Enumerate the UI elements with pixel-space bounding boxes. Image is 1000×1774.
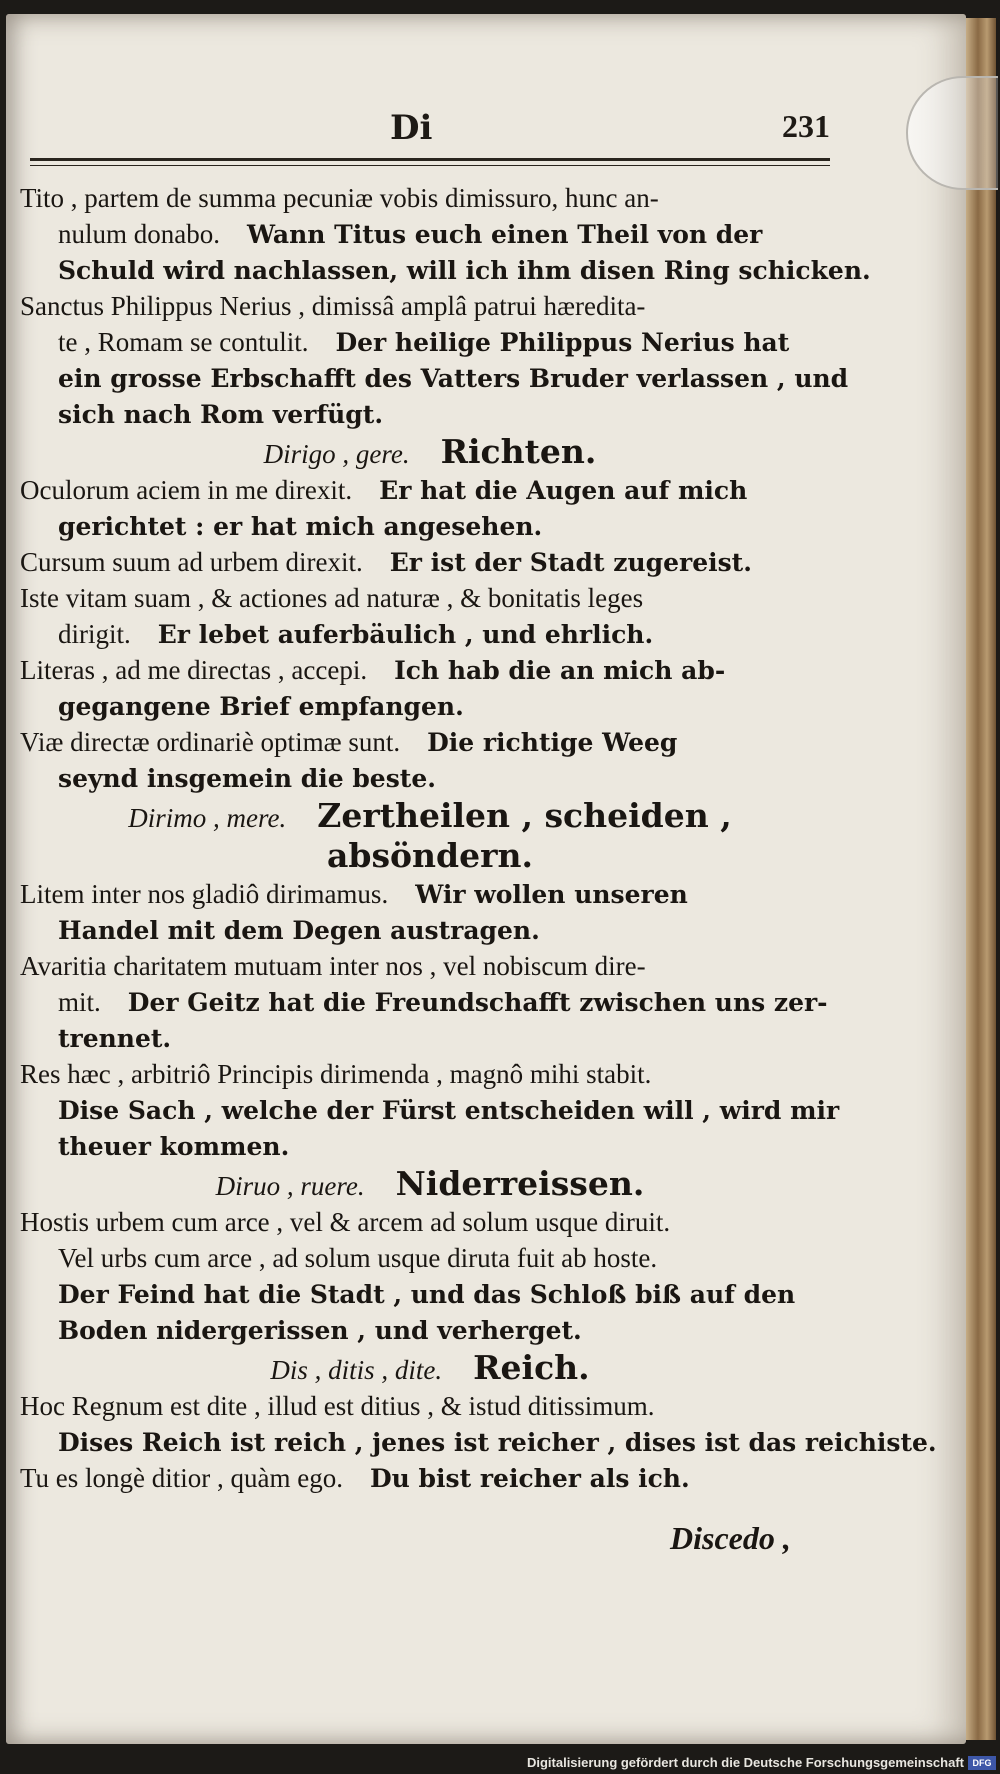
german-text: Boden nidergerissen , und verherget. xyxy=(58,1316,582,1345)
entry-line xyxy=(20,288,840,324)
german-text: gerichtet : er hat mich angesehen. xyxy=(58,512,543,541)
latin-text: Dirigo , gere. xyxy=(263,439,410,469)
entry-line xyxy=(20,652,840,688)
dictionary-text xyxy=(20,180,937,1496)
dfg-logo: DFG xyxy=(968,1756,996,1770)
latin-text: Vel urbs cum arce , ad solum usque diruta fuit ab hoste. xyxy=(58,1243,658,1273)
latin-text: Tu es longè ditior , quàm ego. xyxy=(20,1463,343,1493)
german-text: Zertheilen , scheiden , xyxy=(317,796,732,835)
german-text: Die richtige Weeg xyxy=(427,728,678,757)
german-text: Niderreissen. xyxy=(395,1164,645,1203)
latin-text: Oculorum aciem in me direxit. xyxy=(20,475,353,505)
entry-heading xyxy=(20,1164,840,1204)
entry-line xyxy=(20,984,840,1020)
german-text: seynd insgemein die beste. xyxy=(58,764,436,793)
entry-line xyxy=(20,1128,840,1164)
latin-text: Tito , partem de summa pecuniæ vobis dimissuro, hunc an- xyxy=(20,183,659,213)
entry-heading xyxy=(20,836,840,876)
entry-line xyxy=(20,472,840,508)
german-text: Handel mit dem Degen austragen. xyxy=(58,916,540,945)
latin-text: Hoc Regnum est dite , illud est ditius , & istud ditissimum. xyxy=(20,1391,655,1421)
entry-line xyxy=(20,1056,840,1092)
header-letter: Di xyxy=(390,108,433,148)
latin-text: Res hæc , arbitriô Principis dirimenda , magnô mihi stabit. xyxy=(20,1059,652,1089)
entry-line xyxy=(20,948,840,984)
catchword: Discedo , xyxy=(670,1520,791,1556)
german-text: Du bist reicher als ich. xyxy=(370,1464,690,1493)
german-text: Ich hab die an mich ab- xyxy=(394,656,726,685)
german-text: Der heilige Philippus Nerius hat xyxy=(335,328,790,357)
german-text: gegangene Brief empfangen. xyxy=(58,692,464,721)
entry-line xyxy=(20,544,840,580)
entry-line xyxy=(20,912,840,948)
german-text: Dise Sach , welche der Fürst entscheiden will , wird mir xyxy=(58,1096,840,1125)
entry-line xyxy=(20,724,840,760)
entry-heading xyxy=(20,796,840,836)
header-rule-thin xyxy=(30,165,830,166)
entry-line xyxy=(20,616,840,652)
latin-text: Litem inter nos gladiô dirimamus. xyxy=(20,879,389,909)
german-text: sich nach Rom verfügt. xyxy=(58,400,384,429)
german-text: Reich. xyxy=(473,1348,590,1387)
page-edge xyxy=(966,18,996,1740)
entry-line xyxy=(20,1092,840,1128)
german-text: trennet. xyxy=(58,1024,172,1053)
entry-heading xyxy=(20,432,840,472)
entry-line xyxy=(20,580,840,616)
page-number: 231 xyxy=(782,108,830,144)
latin-text: Iste vitam suam , & actiones ad naturæ , & bonitatis leges xyxy=(20,583,644,613)
entry-line xyxy=(20,876,840,912)
latin-text: Dirimo , mere. xyxy=(128,803,287,833)
german-text: ein grosse Erbschafft des Vatters Bruder verlassen , und xyxy=(58,364,849,393)
entry-line xyxy=(20,1020,840,1056)
latin-text: Hostis urbem cum arce , vel & arcem ad solum usque diruit. xyxy=(20,1207,671,1237)
german-text: Er lebet auferbäulich , und ehrlich. xyxy=(157,620,654,649)
entry-line xyxy=(20,1460,840,1496)
entry-line xyxy=(20,1312,840,1348)
entry-line xyxy=(20,1204,840,1240)
entry-line xyxy=(20,1388,840,1424)
entry-line xyxy=(20,760,840,796)
latin-text: Sanctus Philippus Nerius , dimissâ amplâ patrui hæredita- xyxy=(20,291,646,321)
entry-line xyxy=(20,396,840,432)
latin-text: dirigit. xyxy=(58,619,131,649)
entry-line xyxy=(20,324,840,360)
entry-line xyxy=(20,688,840,724)
latin-text: Diruo , ruere. xyxy=(215,1171,365,1201)
latin-text: Literas , ad me directas , accepi. xyxy=(20,655,368,685)
german-text: Richten. xyxy=(440,432,597,471)
entry-line xyxy=(20,1240,840,1276)
header-rule xyxy=(30,158,830,161)
digitization-credit: Digitalisierung gefördert durch die Deutsche Forschungsgemeinschaft xyxy=(526,1755,964,1770)
running-header xyxy=(30,108,830,168)
latin-text: Dis , ditis , dite. xyxy=(270,1355,443,1385)
german-text: Der Geitz hat die Freundschafft zwischen uns zer- xyxy=(127,988,828,1017)
german-text: Dises Reich ist reich , jenes ist reicher , dises ist das reichiste. xyxy=(58,1428,937,1457)
entry-line xyxy=(20,252,871,288)
entry-line xyxy=(20,508,840,544)
latin-text: Cursum suum ad urbem direxit. xyxy=(20,547,363,577)
entry-line xyxy=(20,216,840,252)
latin-text: te , Romam se contulit. xyxy=(58,327,309,357)
german-text: absöndern. xyxy=(327,836,533,875)
german-text: theuer kommen. xyxy=(58,1132,290,1161)
german-text: Wir wollen unseren xyxy=(415,880,688,909)
german-text: Schuld wird nachlassen, will ich ihm disen Ring schicken. xyxy=(58,256,871,285)
entry-line xyxy=(20,180,840,216)
entry-line xyxy=(20,1424,937,1460)
latin-text: mit. xyxy=(58,987,101,1017)
entry-heading xyxy=(20,1348,840,1388)
german-text: Wann Titus euch einen Theil von der xyxy=(247,220,763,249)
entry-line xyxy=(20,360,849,396)
latin-text: Avaritia charitatem mutuam inter nos , vel nobiscum dire- xyxy=(20,951,646,981)
latin-text: Viæ directæ ordinariè optimæ sunt. xyxy=(20,727,401,757)
entry-line xyxy=(20,1276,840,1312)
german-text: Er ist der Stadt zugereist. xyxy=(389,548,752,577)
german-text: Der Feind hat die Stadt , und das Schloß biß auf den xyxy=(58,1280,796,1309)
german-text: Er hat die Augen auf mich xyxy=(379,476,748,505)
latin-text: nulum donabo. xyxy=(58,219,220,249)
